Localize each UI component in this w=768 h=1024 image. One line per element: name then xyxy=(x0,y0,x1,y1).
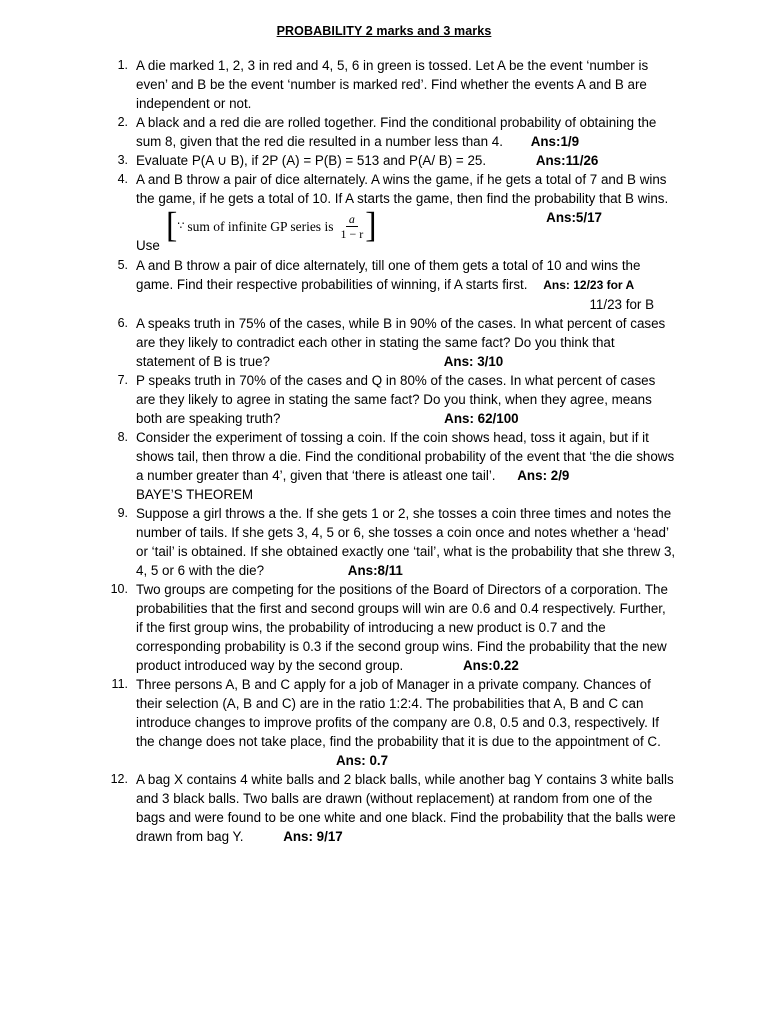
answer: Ans: 62/100 xyxy=(444,411,519,426)
question-item xyxy=(117,428,676,504)
question-text: Evaluate P(A ∪ B), if 2P (A) = P(B) = 513 and P(A/ B) = 25. xyxy=(136,153,487,168)
question-number: 1. xyxy=(117,58,128,72)
use-label: Use xyxy=(136,238,160,253)
question-text: A speaks truth in 75% of the cases, while B in 90% of the cases. In what percent of cases are they likely to contradict each other in stating the same fact? Do you think that statement of B is true? xyxy=(136,316,666,369)
answer: Ans: 2/9 xyxy=(517,468,570,483)
question-text: A and B throw a pair of dice alternately. A wins the game, if he gets a total of 7 and B wins the game, if he gets a total of 10. If A starts the game, then find the probability that B wins. xyxy=(136,172,669,206)
question-item xyxy=(117,151,676,170)
question-text: Two groups are competing for the positions of the Board of Directors of a corporation. The probabilities that the first and second groups will win are 0.6 and 0.4 respectively. Further, if the first group wins, the probability of introducing a new product is 0.7 and the corresponding probability is 0.3 if the second group wins. Find the probability that the new product introduced way by the second group. xyxy=(136,582,668,673)
question-item xyxy=(117,504,676,580)
question-item xyxy=(117,371,676,428)
question-item xyxy=(117,256,676,314)
answer: Ans:0.22 xyxy=(462,658,519,673)
question-number: 2. xyxy=(117,115,128,129)
answer-row xyxy=(136,751,676,770)
question-number: 10. xyxy=(110,582,128,596)
question-text: P speaks truth in 70% of the cases and Q in 80% of the cases. In what percent of cases are they likely to agree in stating the same fact? Do you think, when they agree, means both are speaking truth? xyxy=(136,373,656,426)
question-item xyxy=(117,314,676,371)
section-heading: BAYE’S THEOREM xyxy=(136,487,254,502)
question-number: 7. xyxy=(117,373,128,387)
fraction-denominator: 1 − r xyxy=(340,226,364,241)
gp-formula xyxy=(166,208,377,244)
question-item xyxy=(110,580,676,675)
answer: Ans:11/26 xyxy=(535,153,599,168)
page-title: PROBABILITY 2 marks and 3 marks xyxy=(276,24,492,38)
question-number: 3. xyxy=(117,153,128,167)
question-number: 4. xyxy=(117,172,128,186)
question-number: 5. xyxy=(117,258,128,272)
answer: Ans: 12/23 for A xyxy=(543,278,635,292)
answer: Ans:5/17 xyxy=(546,210,602,225)
question-item xyxy=(117,56,676,113)
question-number: 12. xyxy=(110,772,128,786)
question-item xyxy=(117,113,676,151)
formula-note xyxy=(136,208,676,256)
question-item xyxy=(110,770,676,846)
question-number: 8. xyxy=(117,430,128,444)
formula-text: sum of infinite GP series is xyxy=(187,218,334,234)
question-text: A die marked 1, 2, 3 in red and 4, 5, 6 in green is tossed. Let A be the event ‘number is even’ and B be the event ‘number is marked red’. Find whether the events A and B are independent or not. xyxy=(136,58,649,111)
gp-fraction xyxy=(338,212,365,241)
question-text: Suppose a girl throws a the. If she gets 1 or 2, she tosses a coin three times and notes the number of tails. If she gets 3, 4, 5 or 6, she tosses a coin once and notes whether a ‘head’ or ‘tail’ is obtained. If she obtained exactly one ‘tail’, what is the probability that she threw 3, 4, 5 or 6 with the die? xyxy=(136,506,676,578)
question-item xyxy=(117,170,676,256)
question-list xyxy=(110,56,676,846)
since-symbol: ∵ xyxy=(177,219,185,232)
right-bracket: ] xyxy=(365,206,377,245)
answer: Ans:8/11 xyxy=(347,563,403,578)
answer: Ans: 0.7 xyxy=(336,753,389,768)
answer: Ans: 3/10 xyxy=(443,354,504,369)
fraction-numerator: a xyxy=(346,212,358,227)
question-number: 6. xyxy=(117,316,128,330)
answer: Ans: 9/17 xyxy=(283,829,343,844)
question-number: 9. xyxy=(117,506,128,520)
question-text: Three persons A, B and C apply for a job of Manager in a private company. Chances of their selection (A, B and C) are in the ratio 1:2:4. The probabilities that A, B and C can introduce changes to improve profits of the company are 0.8, 0.5 and 0.3, respectively. If the change does not take place, find the probability that it is due to the appointment of C. xyxy=(136,677,661,749)
question-item xyxy=(111,675,676,770)
question-number: 11. xyxy=(111,677,128,691)
question-text: A and B throw a pair of dice alternately, till one of them gets a total of 10 and wins the game. Find their respective probabilities of winning, if A starts first. xyxy=(136,258,641,292)
question-text: A bag X contains 4 white balls and 2 black balls, while another bag Y contains 3 white balls and 3 black balls. Two balls are drawn (without replacement) at random from one of the bags and were found to be one white and one black. Find the probability that the balls were drawn from bag Y. xyxy=(136,772,676,844)
answer-line-2: 11/23 for B xyxy=(589,297,654,312)
question-text: A black and a red die are rolled together. Find the conditional probability of obtaining the sum 8, given that the red die resulted in a number less than 4. xyxy=(136,115,657,149)
answer: Ans:1/9 xyxy=(530,134,580,149)
question-text: Consider the experiment of tossing a coin. If the coin shows head, toss it again, but if it shows tail, then throw a die. Find the conditional probability of the event that ‘the die shows a number greater than 4’, given that ‘there is atleast one tail’. xyxy=(136,430,675,483)
left-bracket: [ xyxy=(166,206,178,245)
